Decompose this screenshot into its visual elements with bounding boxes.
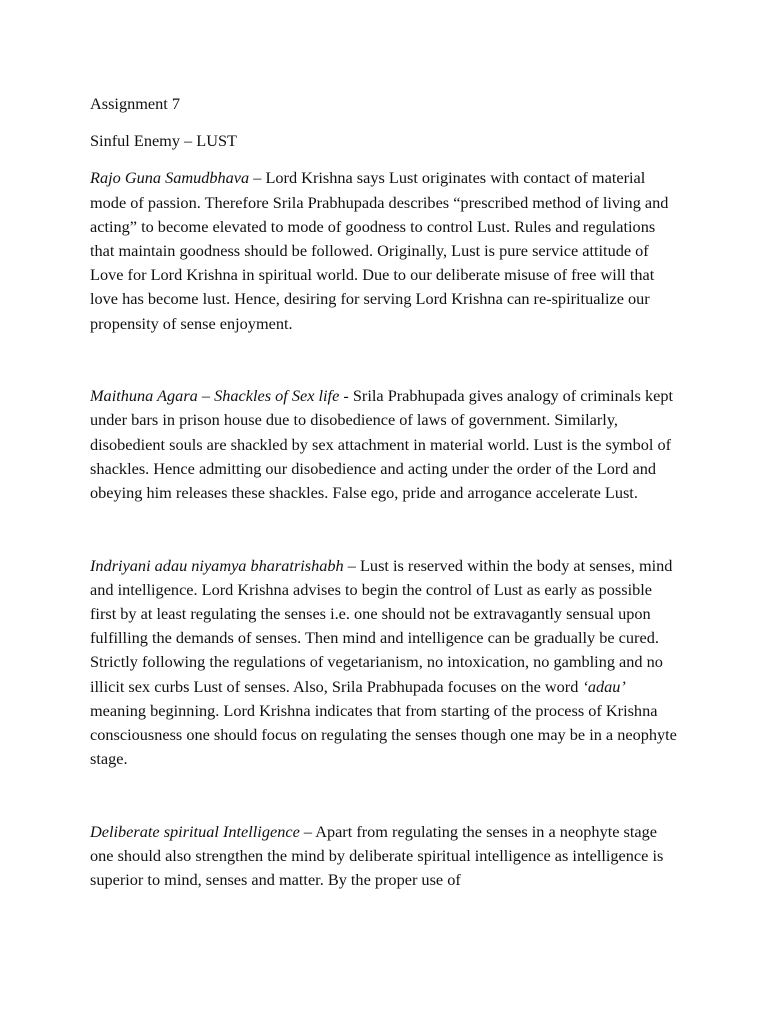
section-separator: – <box>299 821 316 841</box>
section-heading: Rajo Guna Samudbhava <box>90 168 250 188</box>
section-body: Lord Krishna says Lust originates with contact of material mode of passion. Therefore Srila Prabhupada describes “prescribed method of living and acting” to become elevated to mode of goodness to control Lust. Rules and regulations that maintain goodness should be followed. Originally, Lust is pure service attitude of Love for Lord Krishna in spiritual world. Due to our deliberate misuse of free will that love has become lust. Hence, desiring for serving Lord Krishna can re-spiritualize our propensity of sense enjoyment. <box>90 168 669 333</box>
section-separator: - <box>339 386 353 406</box>
section-indriyani-adau <box>90 554 680 772</box>
section-heading: Indriyani adau niyamya bharatrishabh <box>90 555 344 575</box>
assignment-subtitle: Sinful Enemy – LUST <box>90 131 237 151</box>
section-body: Apart from regulating the senses in a neophyte stage one should also strengthen the mind by deliberate spiritual intelligence as intelligence is superior to mind, senses and matter. By the proper use of <box>90 821 664 890</box>
assignment-title: Assignment 7 <box>90 94 181 113</box>
section-body-continued: meaning beginning. Lord Krishna indicates that from starting of the process of Krishna consciousness one should focus on regulating the senses though one may be in a neophyte stage. <box>90 700 677 769</box>
section-heading: Maithuna Agara – Shackles of Sex life <box>90 386 340 406</box>
section-separator: – <box>343 555 360 575</box>
section-maithuna-agara <box>90 384 680 505</box>
section-body-emphasis: ‘adau’ <box>582 676 626 696</box>
section-heading: Deliberate spiritual Intelligence <box>90 821 300 841</box>
section-separator: – <box>249 168 266 188</box>
document-content <box>90 92 680 892</box>
section-rajo-guna <box>90 166 680 335</box>
section-deliberate-intelligence <box>90 820 680 893</box>
section-body: Srila Prabhupada gives analogy of criminals kept under bars in prison house due to disobedience of laws of government. Similarly, disobedient souls are shackled by sex attachment in material world. Lust is the symbol of shackles. Hence admitting our disobedience and acting under the order of the Lord and obeying him releases these shackles. False ego, pride and arrogance accelerate Lust. <box>90 386 673 503</box>
section-body: Lust is reserved within the body at senses, mind and intelligence. Lord Krishna advises to begin the control of Lust as early as possible first by at least regulating the senses i.e. one should not be extravagantly sensual upon fulfilling the demands of senses. Then mind and intelligence can be gradually be cured. Strictly following the regulations of vegetarianism, no intoxication, no gambling and no illicit sex curbs Lust of senses. Also, Srila Prabhupada focuses on the word <box>90 555 673 696</box>
